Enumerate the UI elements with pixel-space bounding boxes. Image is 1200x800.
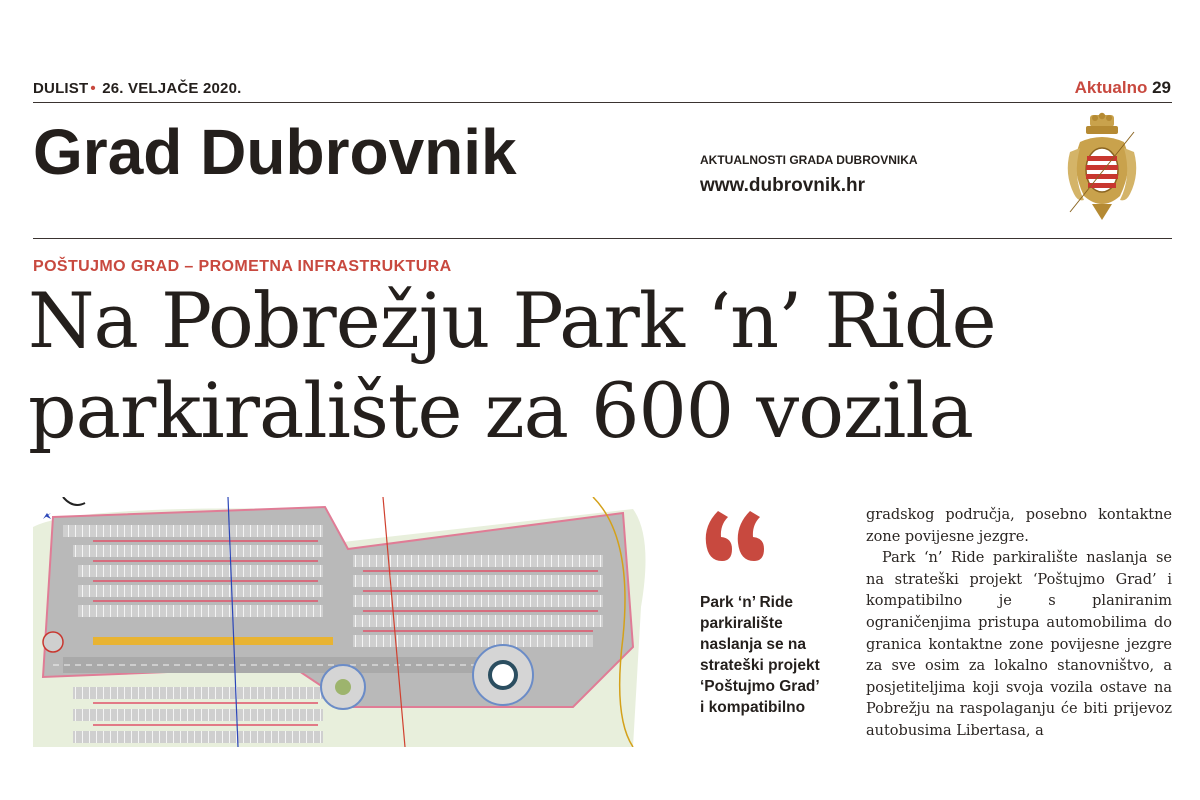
body-paragraph: Park ‘n’ Ride parkiralište naslanja se na strateški projekt ‘Poštujmo Grad’ i kompatibilno je s planiranim ograničenjima pristupa automobilima do granica kontaktne zone povijesne jezgre za sve osim za lokalno stanovništvo, a posjetiteljima koji svoja vozila ostave na Pobrežju na raspolaganju će biti prijevoz autobusima Libertasa, a — [866, 550, 1172, 739]
masthead-rule — [33, 238, 1172, 239]
masthead-url[interactable]: www.dubrovnik.hr — [700, 175, 866, 196]
section-label — [1075, 78, 1171, 98]
dubrovnik-coat-of-arms-icon — [1062, 112, 1142, 224]
quote-mark-icon — [700, 505, 766, 565]
headline-line-2: parkiralište za 600 vozila — [28, 366, 973, 455]
parking-site-plan-image — [33, 497, 671, 747]
article-headline — [28, 276, 1178, 456]
headline-line-1: Na Pobrežju Park ‘n’ Ride — [28, 276, 996, 365]
pull-quote: Park ‘n’ Ride parkiralište naslanja se na strateški projekt ‘Poštujmo Grad’ i kompatibilno — [700, 594, 820, 716]
article-kicker: POŠTUJMO GRAD – PROMETNA INFRASTRUKTURA — [33, 258, 452, 275]
section-name: Aktualno — [1074, 78, 1148, 97]
article-body — [866, 505, 1172, 743]
issue-date: 26. VELJAČE 2020. — [102, 80, 242, 97]
publication-name: DULIST — [33, 80, 89, 97]
masthead-title: Grad Dubrovnik — [33, 116, 517, 188]
masthead-subtitle: AKTUALNOSTI GRADA DUBROVNIKA — [700, 153, 918, 167]
body-paragraph: gradskog područja, posebno kontaktne zone povijesne jezgre. — [866, 507, 1172, 545]
top-rule — [33, 102, 1172, 103]
page-number: 29 — [1152, 78, 1171, 97]
separator-dot-icon: • — [90, 80, 96, 97]
publication-line — [33, 80, 242, 97]
